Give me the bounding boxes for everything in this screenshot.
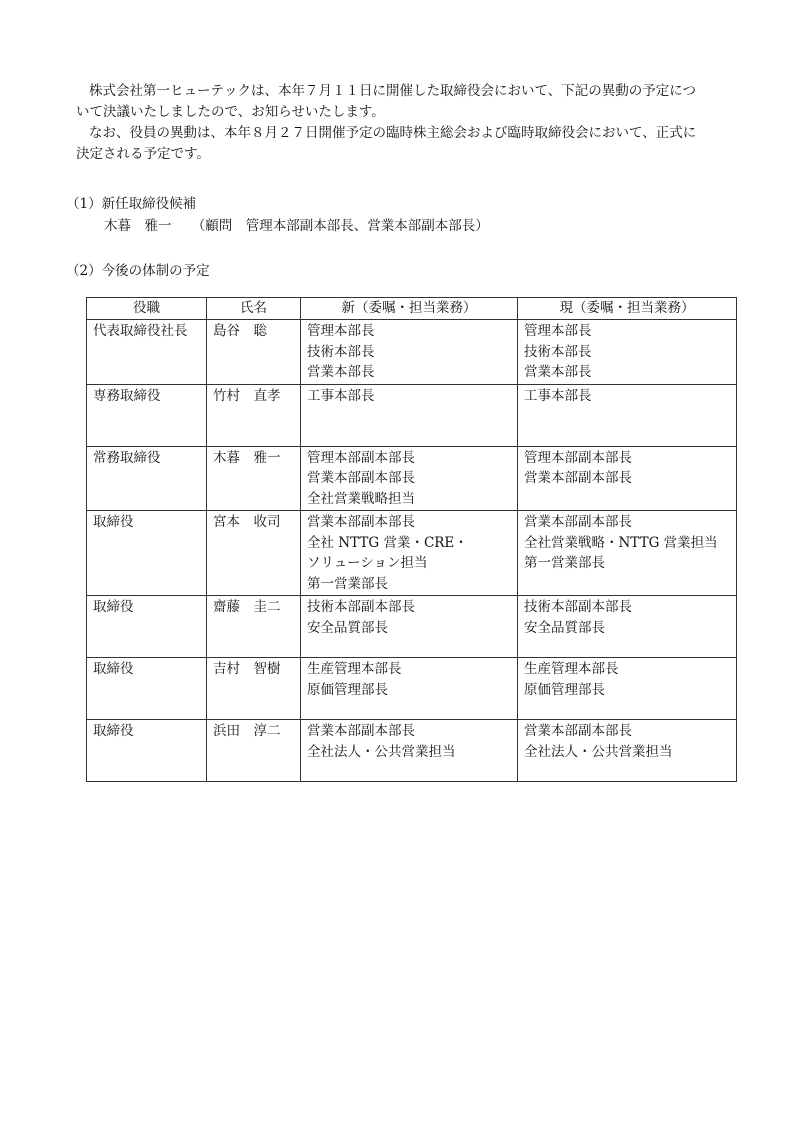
duty-line: 生産管理本部長 (524, 661, 619, 677)
cell-current-duties (518, 320, 737, 385)
duty-line: 管理本部副本部長 (524, 449, 632, 466)
duty-line: 営業本部長 (307, 364, 375, 380)
header-new-duties: 新（委嘱・担当業務） (301, 298, 518, 320)
duty-line: 営業本部副本部長 (524, 723, 632, 739)
duty-line: 原価管理部長 (524, 681, 605, 698)
intro-line-2: いて決議いたしましたので、お知らせいたします。 (76, 104, 385, 120)
duty-line: 管理本部長 (307, 323, 375, 339)
duty-line: 管理本部副本部長 (307, 449, 415, 466)
duty-line: 技術本部副本部長 (307, 599, 415, 615)
intro-line-3: なお、役員の異動は、本年８月２７日開催予定の臨時株主総会および臨時取締役会において、正式に (89, 125, 697, 141)
duty-line: ソリューション担当 (307, 555, 428, 571)
duty-line: 営業本部副本部長 (524, 470, 632, 486)
duty-line: 第一営業部長 (307, 575, 388, 592)
intro-paragraph-1 (76, 81, 740, 123)
duty-line: 営業本部副本部長 (307, 470, 415, 486)
cell-name: 木暮 雅一 (207, 446, 301, 511)
duty-line: 第一営業部長 (524, 555, 605, 571)
header-current-duties: 現（委嘱・担当業務） (518, 298, 737, 320)
duty-line: 全社営業戦略担当 (307, 490, 415, 507)
table-row (87, 320, 737, 385)
cell-new-duties (301, 658, 518, 720)
cell-current-duties (518, 511, 737, 596)
cell-title: 常務取締役 (87, 446, 207, 511)
cell-new-duties (301, 446, 518, 511)
duty-line: 技術本部副本部長 (524, 599, 632, 615)
duty-line: 原価管理部長 (307, 681, 388, 698)
cell-current-duties (518, 384, 737, 446)
header-title: 役職 (87, 298, 207, 320)
table-body (87, 320, 737, 782)
table-row (87, 384, 737, 446)
duty-line: 技術本部長 (524, 343, 592, 360)
table-row (87, 658, 737, 720)
table-header-row (87, 298, 737, 320)
cell-new-duties (301, 320, 518, 385)
cell-name: 島谷 聡 (207, 320, 301, 385)
cell-title: 取締役 (87, 511, 207, 596)
duty-line: 全社法人・公共営業担当 (307, 743, 456, 760)
cell-name: 齋藤 圭二 (207, 596, 301, 658)
duty-line: 生産管理本部長 (307, 661, 402, 677)
intro-line-1: 株式会社第一ヒューテックは、本年７月１１日に開催した取締役会において、下記の異動の予定につ (89, 83, 696, 99)
table-row (87, 446, 737, 511)
cell-title: 専務取締役 (87, 384, 207, 446)
duty-line: 営業本部副本部長 (524, 514, 632, 530)
section-heading-future-structure: （2）今後の体制の予定 (66, 263, 210, 279)
duty-line: 管理本部長 (524, 323, 592, 339)
duty-line: 工事本部長 (307, 387, 375, 404)
duty-line: 技術本部長 (307, 343, 375, 360)
new-director-candidate: 木暮 雅一 （顧問 管理本部副本部長、営業本部副本部長） (104, 218, 489, 234)
cell-title: 取締役 (87, 720, 207, 782)
cell-current-duties (518, 596, 737, 658)
duty-line: 全社営業戦略・NTTG 営業担当 (524, 534, 718, 551)
duty-line: 営業本部長 (524, 364, 592, 380)
cell-new-duties (301, 384, 518, 446)
intro-line-4: 決定される予定です。 (76, 146, 210, 162)
cell-new-duties (301, 720, 518, 782)
table-row (87, 596, 737, 658)
header-name: 氏名 (207, 298, 301, 320)
cell-current-duties (518, 658, 737, 720)
cell-current-duties (518, 446, 737, 511)
table-row (87, 720, 737, 782)
cell-name: 宮本 收司 (207, 511, 301, 596)
duty-line: 工事本部長 (524, 387, 592, 404)
duty-line: 安全品質部長 (524, 619, 605, 636)
cell-name: 浜田 淳二 (207, 720, 301, 782)
table-row (87, 511, 737, 596)
duty-line: 営業本部副本部長 (307, 514, 415, 530)
cell-current-duties (518, 720, 737, 782)
cell-name: 竹村 直孝 (207, 384, 301, 446)
intro-paragraph-2 (76, 123, 740, 165)
cell-title: 取締役 (87, 596, 207, 658)
section-heading-new-candidate: （1）新任取締役候補 (66, 196, 197, 212)
cell-title: 取締役 (87, 658, 207, 720)
duty-line: 安全品質部長 (307, 619, 388, 636)
duty-line: 全社 NTTG 営業・CRE・ (307, 534, 468, 551)
cell-name: 吉村 智樹 (207, 658, 301, 720)
cell-new-duties (301, 511, 518, 596)
duty-line: 全社法人・公共営業担当 (524, 743, 673, 760)
cell-new-duties (301, 596, 518, 658)
duty-line: 営業本部副本部長 (307, 723, 415, 739)
executive-roster-table (86, 297, 737, 782)
cell-title: 代表取締役社長 (87, 320, 207, 385)
